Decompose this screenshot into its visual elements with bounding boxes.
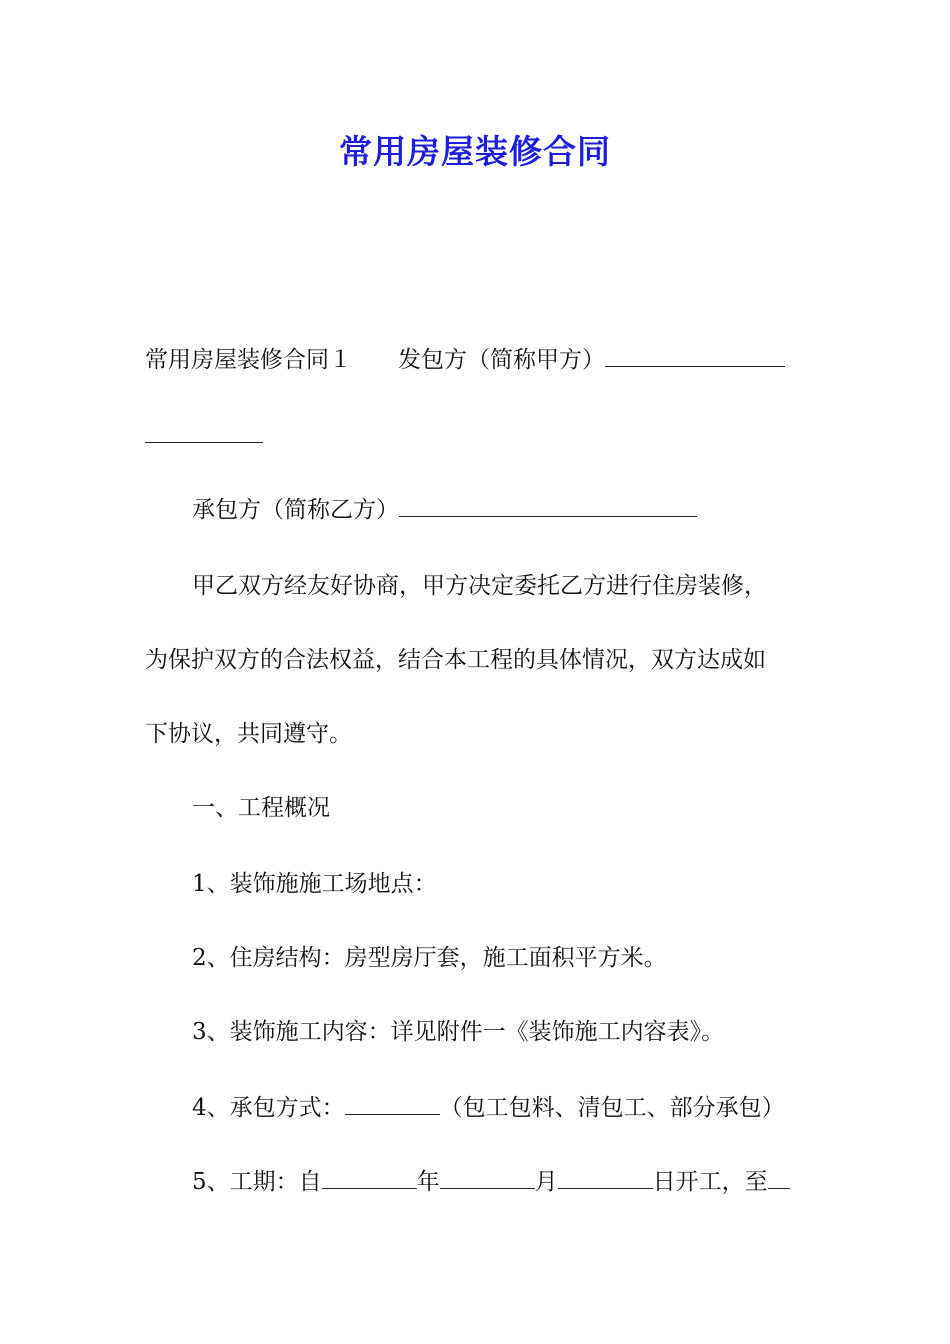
item-1: 1、装饰施施工场地点： — [192, 871, 437, 897]
contract-heading-line — [145, 344, 785, 376]
item-5-day-blank — [558, 1170, 653, 1189]
item-5-year-blank — [322, 1170, 417, 1189]
item-5-year: 年 — [416, 1169, 440, 1195]
intro-paragraph-line-2: 为保护双方的合法权益，结合本工程的具体情况，双方达成如 — [145, 647, 766, 673]
party-a-blank-2 — [145, 424, 263, 443]
item-4 — [192, 1092, 785, 1124]
item-5-day: 日开工，至 — [652, 1169, 768, 1195]
section-heading: 一、工程概况 — [192, 795, 330, 821]
party-b-line — [192, 494, 697, 526]
item-5-end-blank — [768, 1170, 790, 1189]
item-5-label: 5、工期：自 — [192, 1169, 322, 1195]
party-a-label: 发包方（简称甲方） — [398, 347, 605, 373]
intro-paragraph-line-1: 甲乙双方经友好协商，甲方决定委托乙方进行住房装修， — [192, 573, 767, 599]
contract-number-label: 常用房屋装修合同１ — [145, 347, 352, 373]
party-b-blank — [399, 498, 697, 517]
item-4-label: 4、承包方式： — [192, 1095, 345, 1121]
party-a-blank — [605, 348, 785, 367]
document-title: 常用房屋装修合同 — [339, 132, 611, 171]
item-2: 2、住房结构：房型房厅套，施工面积平方米。 — [192, 945, 667, 971]
item-4-options: （包工包料、清包工、部分承包） — [439, 1095, 785, 1121]
party-a-blank-continued — [145, 420, 263, 452]
item-5 — [192, 1166, 790, 1198]
item-3: 3、装饰施工内容：详见附件一《装饰施工内容表》。 — [192, 1019, 725, 1045]
item-5-month-blank — [440, 1170, 535, 1189]
item-4-blank — [345, 1096, 440, 1115]
intro-paragraph-line-3: 下协议，共同遵守。 — [145, 721, 352, 747]
party-b-label: 承包方（简称乙方） — [192, 497, 399, 523]
item-5-month: 月 — [534, 1169, 558, 1195]
